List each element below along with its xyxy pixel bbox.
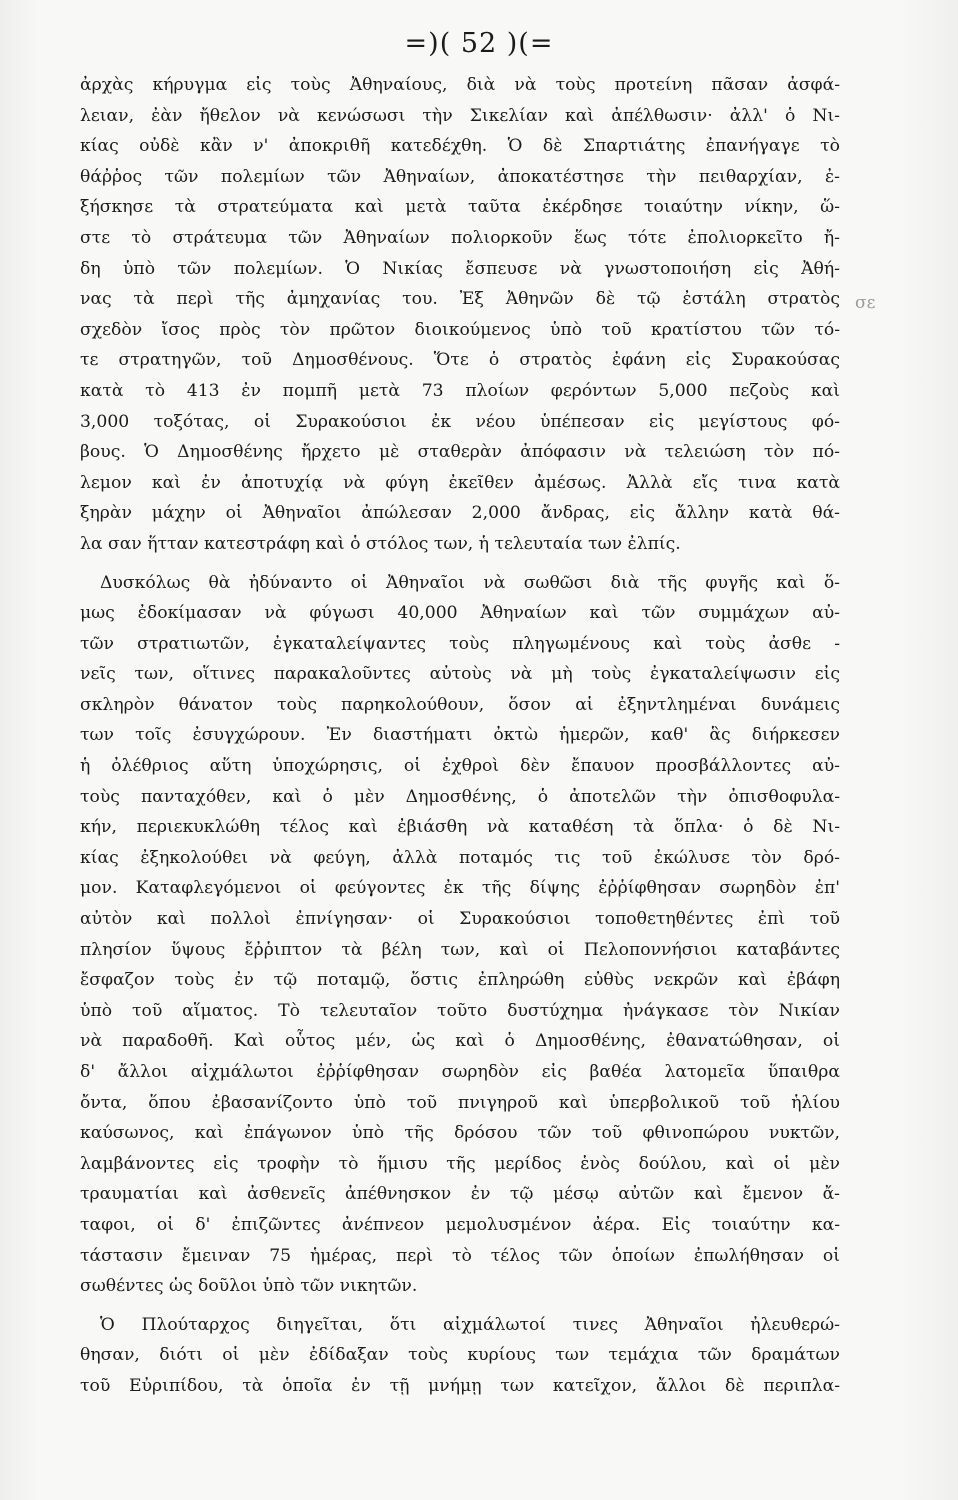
text-line: μον. Καταφλεγόμενοι οἱ φεύγοντες ἐκ τῆς δίψης ἐῤῥίφθησαν σωρηδὸν ἐπ': [80, 878, 840, 899]
text-line: δη ὑπὸ τῶν πολεμίων. Ὁ Νικίας ἔσπευσε νὰ γνωστοποιήση εἰς Ἀθή-: [80, 258, 840, 279]
text-line: τε στρατηγῶν, τοῦ Δημοσθένους. Ὅτε ὁ στρατὸς ἐφάνη εἰς Συρακούσας: [80, 350, 840, 371]
text-line: τῶν στρατιωτῶν, ἐγκαταλείψαντες τοὺς πληγωμένους καὶ τοὺς ἀσθε -: [80, 633, 840, 654]
text-line: Ὁ Πλούταρχος διηγεῖται, ὅτι αἰχμάλωτοί τινες Ἀθηναῖοι ἠλευθερώ-: [100, 1314, 840, 1335]
text-line: ἡ ὀλέθριος αὕτη ὑποχώρησις, οἱ ἐχθροὶ δὲν ἔπαυον προσβάλλοντες αὐ-: [80, 756, 840, 777]
text-line: λαμβάνοντες εἰς τροφὴν τὸ ἥμισυ τῆς μερίδος ἑνὸς δούλου, καὶ οἱ μὲν: [80, 1153, 840, 1174]
text-line: ξήσκησε τὰ στρατεύματα καὶ μετὰ ταῦτα ἐκέρδησε τοιαύτην νίκην, ὥ-: [80, 197, 840, 218]
text-line: νὰ παραδοθῆ. Καὶ οὗτος μέν, ὡς καὶ ὁ Δημοσθένης, ἐθανατώθησαν, οἱ: [80, 1031, 840, 1052]
text-line: βους. Ὁ Δημοσθένης ἤρχετο μὲ σταθερὰν ἀπόφασιν νὰ τελειώση τὸν πό-: [80, 442, 840, 463]
text-line: θησαν, διότι οἱ μὲν ἐδίδαξαν τοὺς κυρίους των τεμάχια τῶν δραμάτων: [80, 1345, 840, 1366]
text-line: τοὺς πανταχόθεν, καὶ ὁ μὲν Δημοσθένης, ὁ ἀποτελῶν τὴν ὀπισθοφυλα-: [80, 786, 840, 807]
text-line: κίας ἐξηκολούθει νὰ φεύγη, ἀλλὰ ποταμός τις τοῦ ἐκώλυσε τὸν δρό-: [80, 847, 840, 868]
text-line: νας τὰ περὶ τῆς ἀμηχανίας του. Ἐξ Ἀθηνῶν δὲ τῷ ἐστάλη στρατὸς: [80, 289, 840, 310]
paragraph-gap: [80, 1302, 840, 1310]
text-line: λειαν, ἐὰν ἤθελον νὰ κενώσωσι τὴν Σικελίαν καὶ ἀπέλθωσιν· ἀλλ' ὁ Νι-: [80, 105, 840, 126]
text-line: ὄντα, ὅπου ἐβασανίζοντο ὑπὸ τοῦ πνιγηροῦ καὶ ὑπερβολικοῦ τοῦ ἡλίου: [80, 1092, 840, 1113]
paragraph-gap: [80, 560, 840, 568]
text-line: πλησίον ὕψους ἔῤῥιπτον τὰ βέλη των, καὶ οἱ Πελοποννήσιοι καταβάντες: [80, 939, 840, 960]
margin-note: σε: [855, 293, 876, 313]
text-line: νεῖς των, οἵτινες παρακαλοῦντες αὐτοὺς νὰ μὴ τοὺς ἐγκαταλείψωσιν εἰς: [80, 664, 840, 685]
text-line: κήν, περιεκυκλώθη τέλος καὶ ἐβιάσθη νὰ καταθέση τὰ ὅπλα· ὁ δὲ Νι-: [80, 817, 840, 838]
text-line: θάῤῥος τῶν πολεμίων τῶν Ἀθηναίων, ἀποκατέστησε τὴν πειθαρχίαν, ἐ-: [80, 166, 840, 187]
text-line: μως ἐδοκίμασαν νὰ φύγωσι 40,000 Ἀθηναίων καὶ τῶν συμμάχων αὐ-: [80, 603, 840, 624]
text-line: σκληρὸν θάνατον τοὺς παρηκολούθουν, ὅσον αἱ ἐξηντλημέναι δυνάμεις: [80, 694, 840, 715]
text-line: ἔσφαζον τοὺς ἐν τῷ ποταμῷ, ὅστις ἐπληρώθη εὐθὺς νεκρῶν καὶ ἐβάφη: [80, 970, 840, 991]
text-line: τραυματίαι καὶ ἀσθενεῖς ἀπέθνησκον ἐν τῷ μέσῳ αὐτῶν καὶ ἔμενον ἄ-: [80, 1184, 840, 1205]
text-line: κίας οὐδὲ κἂν ν' ἀποκριθῆ κατεδέχθη. Ὁ δὲ Σπαρτιάτης ἐπανήγαγε τὸ: [80, 136, 840, 157]
text-line: των τοῖς ἐσυγχώρουν. Ἐν διαστήματι ὀκτὼ ἡμερῶν, καθ' ἃς διήρκεσεν: [80, 725, 840, 746]
text-line: στε τὸ στράτευμα τῶν Ἀθηναίων πολιορκοῦν ἕως τότε ἐπολιορκεῖτο ἤ-: [80, 227, 840, 248]
text-line: σχεδὸν ἴσος πρὸς τὸν πρῶτον διοικούμενος ὑπὸ τοῦ κρατίστου τῶν τό-: [80, 319, 840, 340]
text-line: σωθέντες ὡς δοῦλοι ὑπὸ τῶν νικητῶν.: [80, 1276, 418, 1297]
text-line: λεμον καὶ ἐν ἀποτυχίᾳ νὰ φύγη ἐκεῖθεν ἀμέσως. Ἀλλὰ εἴς τινα κατὰ: [80, 472, 840, 493]
text-line: ὑπὸ τοῦ αἵματος. Τὸ τελευταῖον τοῦτο δυστύχημα ἠνάγκασε τὸν Νικίαν: [80, 1000, 840, 1021]
text-line: αὐτὸν καὶ πολλοὶ ἐπνίγησαν· οἱ Συρακούσιοι τοποθετηθέντες ἐπὶ τοῦ: [80, 909, 840, 930]
text-line: ταφοι, οἱ δ' ἐπιζῶντες ἀνέπνεον μεμολυσμένον ἀέρα. Εἰς τοιαύτην κα-: [80, 1214, 840, 1235]
page-number: =)( 52 )(=: [404, 28, 554, 59]
text-line: ξηρὰν μάχην οἱ Ἀθηναῖοι ἀπώλεσαν 2,000 ἄνδρας, εἰς ἄλλην κατὰ θά-: [80, 503, 840, 524]
text-line: λα σαν ἥτταν κατεστράφη καὶ ὁ στόλος των, ἡ τελευταία των ἐλπίς.: [80, 533, 681, 554]
text-line: καύσωνος, καὶ ἐπάγωνον ὑπὸ τῆς δρόσου τῶν τοῦ φθινοπώρου νυκτῶν,: [80, 1123, 840, 1144]
text-line: κατὰ τὸ 413 ἐν πομπῆ μετὰ 73 πλοίων φερόντων 5,000 πεζοὺς καὶ: [80, 380, 840, 401]
text-line: Δυσκόλως θὰ ἠδύναντο οἱ Ἀθηναῖοι νὰ σωθῶσι διὰ τῆς φυγῆς καὶ ὅ-: [100, 572, 840, 593]
text-line: δ' ἄλλοι αἰχμάλωτοι ἐῤῥίφθησαν σωρηδὸν εἰς βαθέα λατομεῖα ὕπαιθρα: [80, 1062, 840, 1082]
text-line: τάστασιν ἔμειναν 75 ἡμέρας, περὶ τὸ τέλος τῶν ὁποίων ἐπωλήθησαν οἱ: [80, 1245, 840, 1266]
text-line: ἀρχὰς κήρυγμα εἰς τοὺς Ἀθηναίους, διὰ νὰ τοὺς προτείνη πᾶσαν ἀσφά-: [80, 75, 840, 95]
text-line: 3,000 τοξότας, οἱ Συρακούσιοι ἐκ νέου ὑπέπεσαν εἰς μεγίστους φό-: [80, 411, 840, 432]
text-line: τοῦ Εὐριπίδου, τὰ ὁποῖα ἐν τῇ μνήμῃ των κατεῖχον, ἄλλοι δὲ περιπλα-: [80, 1375, 840, 1396]
body-text: [80, 70, 840, 1402]
